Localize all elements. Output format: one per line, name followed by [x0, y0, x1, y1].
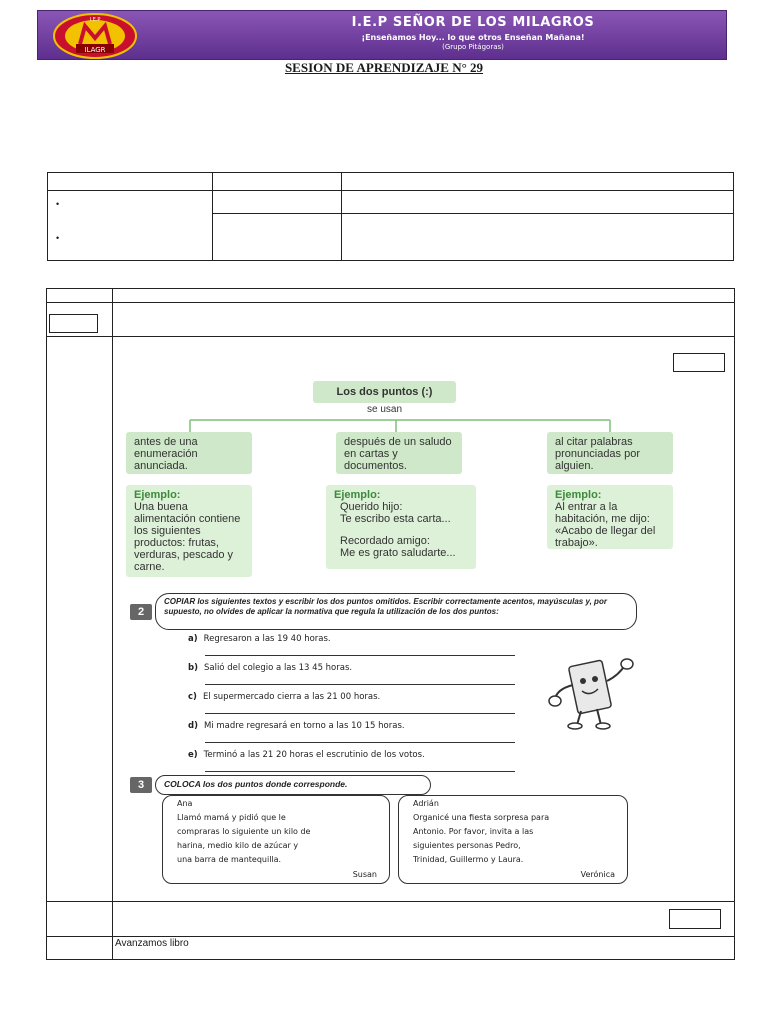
usage-box-3 — [547, 432, 673, 474]
footer-row-text: Avanzamos libro — [115, 938, 189, 949]
card-line: Antonio. Por favor, invita a las — [413, 827, 534, 836]
card-line: Llamó mamá y pidió que le — [177, 813, 286, 822]
example-text: Una buena alimentación contiene los siguientes productos: frutas, verduras, pescado y carne. — [134, 501, 241, 573]
usage-text: después de un saludo en cartas y documentos. — [344, 436, 452, 472]
usage-text: antes de una enumeración anunciada. — [134, 436, 198, 472]
answer-line — [205, 684, 515, 685]
empty-box — [669, 909, 721, 929]
letter-card-1 — [162, 795, 390, 884]
card-signature: Susan — [352, 870, 377, 879]
card-signature: Verónica — [580, 870, 615, 879]
logo-text: I.E.P — [89, 17, 101, 23]
example-label: Ejemplo: — [134, 489, 181, 501]
concept-map-connectors — [120, 402, 680, 436]
bullet: • — [56, 233, 60, 243]
exercise-item: e) Terminó a las 21 20 horas el escrutinio de los votos. — [188, 750, 425, 760]
example-box-3 — [547, 485, 673, 549]
empty-box — [49, 314, 98, 333]
exercise-number: 3 — [130, 777, 152, 793]
card-line: Organicé una fiesta sorpresa para — [413, 813, 550, 822]
example-text: Al entrar a la habitación, me dijo: «Acabo de llegar del trabajo». — [555, 501, 656, 549]
session-title: SESION DE APRENDIZAJE N° 29 — [284, 60, 484, 75]
concept-map-title: Los dos puntos (:) — [313, 381, 456, 403]
example-label: Ejemplo: — [555, 489, 602, 501]
school-group: (Grupo Pitágoras) — [442, 43, 504, 51]
exercise-3-instruction: COLOCA los dos puntos donde corresponde. — [155, 775, 431, 795]
exercise-item: a) Regresaron a las 19 40 horas. — [188, 634, 331, 644]
usage-box-2 — [336, 432, 462, 474]
example-line: Querido hijo: — [340, 501, 403, 513]
school-motto: ¡Enseñamos Hoy... lo que otros Enseñan Mañana! — [361, 33, 585, 42]
example-line: Recordado amigo: — [340, 535, 430, 547]
card-line: Adrián — [413, 799, 439, 808]
card-line: Ana — [177, 799, 193, 808]
example-box-2 — [326, 485, 476, 569]
card-line: Trinidad, Guillermo y Laura. — [413, 855, 524, 864]
letter-card-2 — [398, 795, 628, 884]
book-mascot-icon — [545, 655, 640, 730]
answer-line — [205, 655, 515, 656]
exercise-2-instruction: COPIAR los siguientes textos y escribir los dos puntos omitidos. Escribir correctamente acentos, mayúsculas y, por supuesto, no olvides de aplicar la normativa que regula la utilización de los dos puntos: — [155, 593, 637, 630]
exercise-number: 2 — [130, 604, 152, 620]
school-logo — [52, 12, 138, 60]
answer-line — [205, 742, 515, 743]
example-label: Ejemplo: — [334, 489, 381, 501]
empty-box — [673, 353, 725, 372]
competencies-table — [47, 172, 734, 261]
example-line: Me es grato saludarte... — [340, 547, 456, 559]
answer-line — [205, 771, 515, 772]
header-banner — [37, 10, 727, 60]
exercise-item: b) Salió del colegio a las 13 45 horas. — [188, 663, 353, 673]
usage-text: al citar palabras pronunciadas por alguien. — [555, 436, 641, 472]
exercise-item: c) El supermercado cierra a las 21 00 horas. — [188, 692, 381, 702]
card-line: compraras lo siguiente un kilo de — [177, 827, 311, 836]
exercise-item: d) Mi madre regresará en torno a las 10 15 horas. — [188, 721, 405, 731]
answer-line — [205, 713, 515, 714]
concept-map-connector: se usan — [366, 404, 403, 415]
card-line: una barra de mantequilla. — [177, 855, 282, 864]
bullet: • — [56, 199, 60, 209]
usage-box-1 — [126, 432, 252, 474]
logo-banner-text: ILAGR — [84, 46, 106, 54]
school-name: I.E.P SEÑOR DE LOS MILAGROS — [351, 15, 595, 30]
example-box-1 — [126, 485, 252, 577]
card-line: harina, medio kilo de azúcar y — [177, 841, 299, 850]
example-line: Te escribo esta carta... — [340, 513, 451, 525]
card-line: siguientes personas Pedro, — [413, 841, 521, 850]
